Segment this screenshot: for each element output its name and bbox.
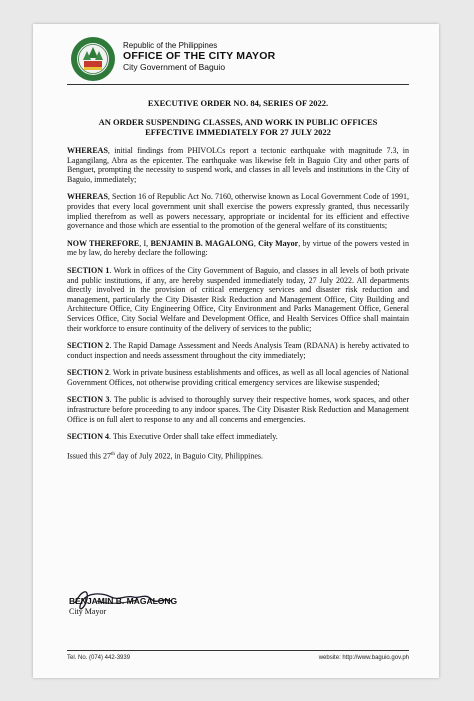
now-therefore-paragraph: NOW THEREFORE, I, BENJAMIN B. MAGALONG, City Mayor, by virtue of the powers vested in me by law, do hereby declare the following: (67, 238, 410, 258)
section-2-private-paragraph: SECTION 2. Work in private business establishments and offices, as well as all local agencies of National Government Offices, not otherwise providing critical emergency services are likewise suspended; (67, 368, 410, 387)
republic-line: Republic of the Philippines (123, 41, 218, 50)
order-title-line-1: AN ORDER SUSPENDING CLASSES, AND WORK IN PUBLIC OFFICES (98, 117, 378, 127)
order-title-line-2: EFFECTIVE IMMEDIATELY FOR 27 JULY 2022 (145, 127, 331, 137)
footer-website-link[interactable]: website: http://www.baguio.gov.ph (318, 655, 409, 661)
city-seal-icon (70, 36, 116, 82)
office-line: OFFICE OF THE CITY MAYOR (123, 50, 276, 62)
header-divider (67, 84, 409, 85)
whereas-paragraph-2: WHEREAS, Section 16 of Republic Act No. 7160, otherwise known as Local Government Code of 1991, provides that every local government unit shall exercise the powers expressly granted, thus necessarily implied therefrom as well as powers necessary, appropriate or incidental for its efficient and effective governance and those which are essential to the promotion of the general welfare of its constituents; (67, 192, 409, 231)
footer-divider (67, 650, 409, 651)
whereas-paragraph-1: WHEREAS, initial findings from PHIVOLCs report a tectonic earthquake with magnitude 7.3, in Lagangilang, Abra as the epicenter. The earthquake was likewise felt in Baguio City and other parts of Benguet, prompting the necessity to suspend work, and classes in all levels and institutions in the City of Baguio, immediately; (67, 146, 409, 184)
order-body (67, 98, 409, 461)
document-page (33, 24, 439, 678)
signatory-name: BENJAMIN B. MAGALONG (69, 596, 178, 606)
government-line: City Government of Baguio (123, 62, 226, 72)
section-2-rdana-paragraph: SECTION 2. The Rapid Damage Assessment and Needs Analysis Team (RDANA) is hereby activated to conduct inspection and needs assessment throughout the city immediately; (67, 341, 410, 360)
order-number: EXECUTIVE ORDER NO. 84, SERIES OF 2022. (147, 98, 329, 108)
footer-telephone: Tel. No. (074) 442-3939 (67, 655, 131, 661)
section-4-paragraph: SECTION 4. This Executive Order shall take effect immediately. (67, 432, 278, 442)
signatory-title: City Mayor (69, 607, 107, 616)
letterhead (123, 41, 275, 72)
section-3-paragraph: SECTION 3. The public is advised to thoroughly survey their respective homes, work spaces, and other infrastructure before proceeding to any indoor spaces. The City Disaster Risk Reduction and Management Office is on full alert to response to any and all concerns and emergencies. (67, 395, 409, 424)
section-1-paragraph: SECTION 1. Work in offices of the City Government of Baguio, and classes in all levels of both private and public institutions, if any, are hereby suspended immediately today, 27 July 2022. All departments directly involved in the provision of critical emergency services and disaster risk reduction and management, particularly the City Disaster Risk Reduction and Management Office, City Building and Architecture Office, City Engineering Office, City Environment and Parks Management Office, General Services Office, City Social Welfare and Development Office, and Health Services Office shall maintain their workforce to ensure continuity of the delivery of services to the public; (67, 265, 409, 333)
issued-line: Issued this 27th day of July 2022, in Baguio City, Philippines. (67, 451, 264, 461)
